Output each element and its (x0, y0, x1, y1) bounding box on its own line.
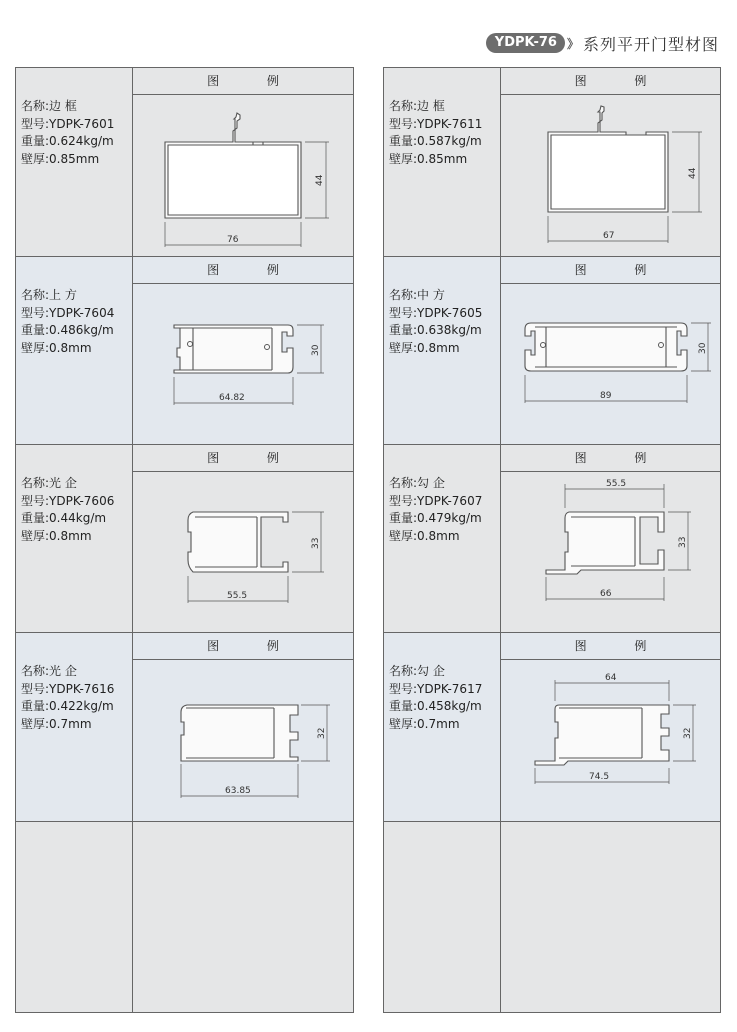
height-dimension: 30 (698, 342, 708, 354)
wall-label: 壁厚: (21, 716, 50, 731)
height-dimension: 44 (688, 167, 698, 179)
name-label: 名称: (389, 664, 418, 678)
profile-row (16, 633, 353, 822)
profile-row (16, 445, 353, 633)
profile-wall: 0.7mm (417, 716, 460, 731)
model-label: 型号: (21, 305, 50, 320)
figure-heading: 图 例 (501, 257, 720, 284)
profile-wall: 0.85mm (417, 151, 468, 166)
profile-info (384, 445, 501, 632)
profile-name: 勾 企 (417, 664, 445, 678)
profile-weight: 0.624kg/m (49, 134, 114, 148)
profile-drawing (133, 472, 353, 632)
wall-label: 壁厚: (21, 340, 50, 355)
profile-drawing (501, 284, 721, 444)
profile-figure (133, 68, 353, 256)
left-profile-table (15, 67, 354, 1013)
profile-name: 边 框 (49, 99, 77, 113)
name-label: 名称: (21, 664, 50, 678)
wall-label: 壁厚: (389, 528, 418, 543)
figure-heading: 图 例 (501, 445, 720, 472)
right-profile-table (383, 67, 721, 1013)
profile-weight: 0.458kg/m (417, 699, 482, 713)
weight-label: 重量: (21, 134, 50, 148)
profile-row (384, 257, 720, 445)
height-dimension: 32 (683, 727, 693, 739)
empty-figure-cell (133, 822, 353, 1012)
width-dimension: 66 (600, 589, 612, 599)
profile-model: YDPK-7607 (417, 493, 483, 508)
wall-label: 壁厚: (389, 716, 418, 731)
name-label: 名称: (21, 476, 50, 490)
weight-label: 重量: (389, 699, 418, 713)
wall-label: 壁厚: (21, 528, 50, 543)
page-header (486, 32, 719, 54)
model-label: 型号: (389, 305, 418, 320)
profile-wall: 0.8mm (49, 340, 92, 355)
double-chevron-icon: 》 (566, 36, 576, 51)
profile-wall: 0.8mm (49, 528, 92, 543)
profile-drawing (501, 660, 721, 820)
profile-model: YDPK-7604 (49, 305, 115, 320)
profile-wall: 0.7mm (49, 716, 92, 731)
height-dimension: 32 (317, 727, 327, 739)
page-title: 系列平开门型材图 (582, 34, 719, 54)
width-dimension: 55.5 (227, 591, 248, 601)
profile-drawing (501, 95, 721, 255)
name-label: 名称: (21, 99, 50, 113)
model-label: 型号: (21, 681, 50, 696)
figure-heading: 图 例 (133, 257, 353, 284)
width-dimension: 64.82 (219, 393, 245, 403)
model-label: 型号: (21, 116, 50, 131)
weight-label: 重量: (389, 323, 418, 337)
profile-figure (133, 633, 353, 821)
profile-model: YDPK-7606 (49, 493, 115, 508)
profile-wall: 0.85mm (49, 151, 100, 166)
width-dimension: 74.5 (589, 772, 610, 782)
weight-label: 重量: (21, 699, 50, 713)
figure-heading: 图 例 (133, 633, 353, 660)
profile-weight: 0.587kg/m (417, 134, 482, 148)
profile-row (16, 257, 353, 445)
series-badge: YDPK-76 (486, 33, 565, 53)
profile-figure (501, 445, 720, 632)
profile-weight: 0.422kg/m (49, 699, 114, 713)
model-label: 型号: (389, 116, 418, 131)
profile-figure (501, 257, 720, 444)
top-width-dimension: 55.5 (606, 479, 627, 489)
name-label: 名称: (389, 476, 418, 490)
profile-model: YDPK-7601 (49, 116, 115, 131)
name-label: 名称: (21, 288, 50, 302)
name-label: 名称: (389, 288, 418, 302)
profile-info (16, 633, 133, 821)
profile-info (16, 445, 133, 632)
profile-figure (133, 445, 353, 632)
profile-info (16, 68, 133, 256)
profile-figure (133, 257, 353, 444)
profile-name: 光 企 (49, 664, 77, 678)
width-dimension: 67 (603, 231, 615, 241)
profile-model: YDPK-7616 (49, 681, 115, 696)
figure-heading: 图 例 (501, 633, 720, 660)
profile-model: YDPK-7611 (417, 116, 483, 131)
empty-info-cell (16, 822, 133, 1012)
weight-label: 重量: (21, 511, 50, 525)
height-dimension: 33 (678, 536, 688, 548)
profile-drawing (133, 660, 353, 820)
width-dimension: 89 (600, 391, 612, 401)
height-dimension: 30 (311, 344, 321, 356)
profile-figure (501, 633, 720, 821)
profile-wall: 0.8mm (417, 528, 460, 543)
profile-row (384, 445, 720, 633)
height-dimension: 44 (315, 174, 325, 186)
profile-name: 边 框 (417, 99, 445, 113)
profile-row (384, 68, 720, 257)
profile-info (384, 633, 501, 821)
profile-wall: 0.8mm (417, 340, 460, 355)
empty-row (384, 822, 720, 1012)
profile-model: YDPK-7605 (417, 305, 483, 320)
weight-label: 重量: (21, 323, 50, 337)
profile-drawing (501, 472, 721, 632)
profile-info (16, 257, 133, 444)
profile-model: YDPK-7617 (417, 681, 483, 696)
profile-name: 光 企 (49, 476, 77, 490)
profile-name: 中 方 (417, 288, 445, 302)
profile-name: 上 方 (49, 288, 77, 302)
wall-label: 壁厚: (389, 340, 418, 355)
empty-info-cell (384, 822, 501, 1012)
figure-heading: 图 例 (501, 68, 720, 95)
top-width-dimension: 64 (605, 673, 617, 683)
height-dimension: 33 (311, 537, 321, 549)
profile-name: 勾 企 (417, 476, 445, 490)
empty-figure-cell (501, 822, 720, 1012)
width-dimension: 76 (227, 235, 239, 245)
weight-label: 重量: (389, 511, 418, 525)
figure-heading: 图 例 (133, 68, 353, 95)
profile-figure (501, 68, 720, 256)
profile-info (384, 68, 501, 256)
model-label: 型号: (389, 493, 418, 508)
name-label: 名称: (389, 99, 418, 113)
profile-weight: 0.486kg/m (49, 323, 114, 337)
profile-weight: 0.44kg/m (49, 511, 107, 525)
profile-weight: 0.638kg/m (417, 323, 482, 337)
wall-label: 壁厚: (21, 151, 50, 166)
profile-info (384, 257, 501, 444)
weight-label: 重量: (389, 134, 418, 148)
profile-row (384, 633, 720, 822)
width-dimension: 63.85 (225, 786, 251, 796)
profile-drawing (133, 284, 353, 444)
wall-label: 壁厚: (389, 151, 418, 166)
model-label: 型号: (21, 493, 50, 508)
profile-weight: 0.479kg/m (417, 511, 482, 525)
empty-row (16, 822, 353, 1012)
model-label: 型号: (389, 681, 418, 696)
figure-heading: 图 例 (133, 445, 353, 472)
profile-row (16, 68, 353, 257)
profile-drawing (133, 95, 353, 255)
